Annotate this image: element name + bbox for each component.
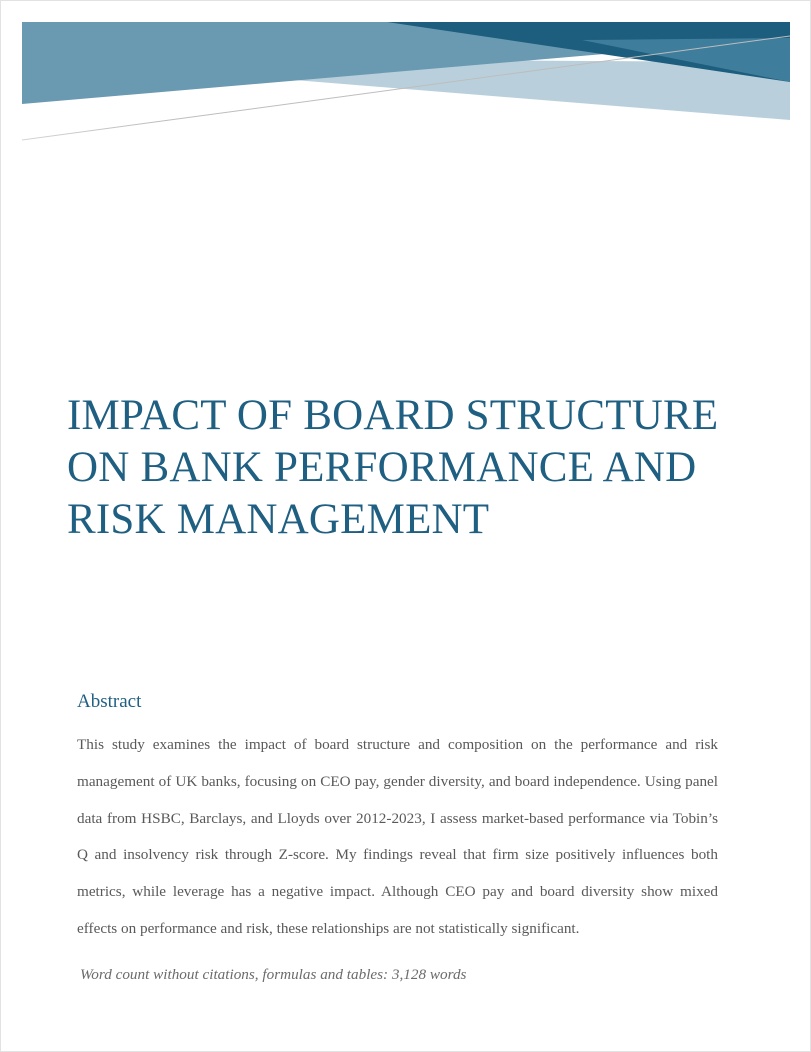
cover-banner-graphic [22, 22, 790, 152]
abstract-paragraph: This study examines the impact of board structure and composition on the performance and risk management of UK banks, focusing on CEO pay, gender diversity, and board independence. Using panel data from HSBC, Barclays, and Lloyds over 2012-2023, I assess market-based performance via Tobin’s Q and insolvency risk through Z-score. My findings reveal that firm size positively influences both metrics, while leverage has a negative impact. Although CEO pay and board diversity show mixed effects on performance and risk, these relationships are not statistically significant. [77, 736, 718, 937]
word-count-note: Word count without citations, formulas and tables: 3,128 words [80, 966, 467, 983]
title-line-1: IMPACT OF BOARD STRUCTURE [67, 392, 719, 439]
title-line-2: ON BANK PERFORMANCE AND [67, 444, 697, 491]
title-line-3: RISK MANAGEMENT [67, 496, 490, 543]
document-title [67, 390, 767, 546]
abstract-heading: Abstract [77, 691, 142, 712]
